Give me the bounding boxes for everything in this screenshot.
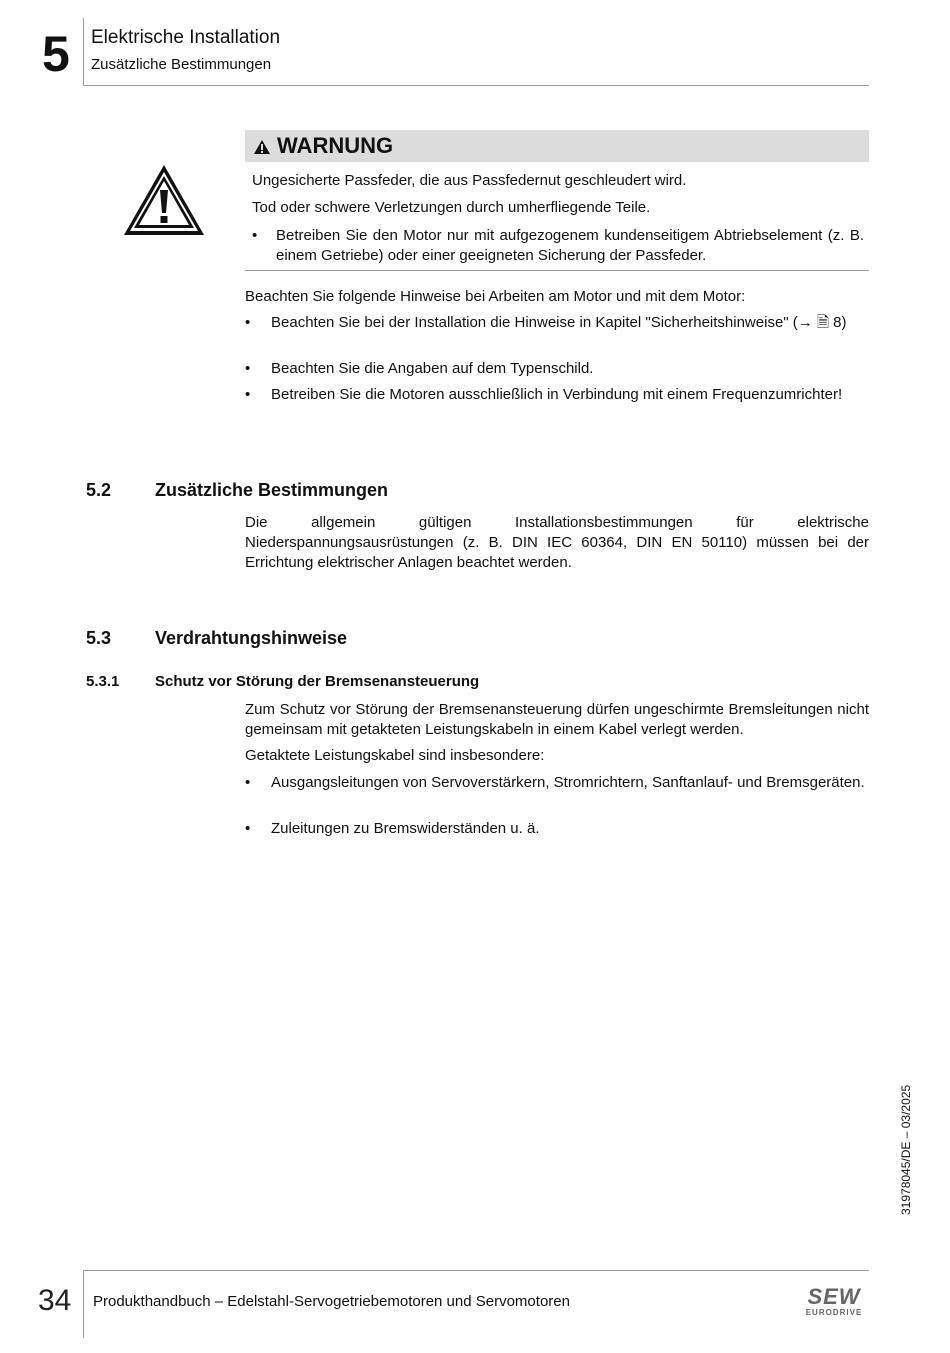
section-5-2-text: Die allgemein gültigen Installationsbestimmungen für elektrische Niederspannungsausrüstungen (z. B. DIN IEC 60364, DIN EN 50110) müssen bei der Errichtung elektrischer Anlagen beachtet werden. — [245, 514, 869, 571]
intro-text: Beachten Sie folgende Hinweise bei Arbeiten am Motor und mit dem Motor: — [245, 288, 746, 305]
section-number: 5.2 — [86, 480, 112, 500]
list-item: Beachten Sie bei der Installation die Hinweise in Kapitel "Sicherheitshinweise" (→ 🗎 8) — [271, 314, 847, 331]
list-item: Ausgangsleitungen von Servoverstärkern, Stromrichtern, Sanftanlauf- und Bremsgeräten. — [271, 774, 865, 791]
subsection-number: 5.3.1 — [86, 673, 120, 690]
bullet-marker: • — [252, 227, 258, 244]
warning-banner — [245, 130, 869, 162]
warning-bottom-rule — [245, 270, 869, 271]
section-title: Verdrahtungshinweise — [155, 628, 348, 648]
logo-line-2: EURODRIVE — [805, 1308, 863, 1317]
bullet-marker: • — [245, 820, 251, 837]
section-number: 5.3 — [86, 628, 112, 648]
document-code: 31978045/DE – 03/2025 — [899, 1084, 913, 1215]
bullet-marker: • — [245, 360, 251, 377]
warning-small-icon — [253, 139, 271, 155]
section-5-3-1-lead: Getaktete Leistungskabel sind insbesondere: — [245, 747, 545, 764]
warning-hazard-text: Ungesicherte Passfeder, die aus Passfedernut geschleudert wird. — [252, 172, 687, 189]
footer-divider-vertical — [83, 1270, 84, 1338]
warning-label: WARNUNG — [277, 133, 394, 158]
header-divider-horizontal — [83, 85, 869, 86]
subsection-title: Schutz vor Störung der Bremsenansteuerung — [155, 673, 480, 690]
list-item: Zuleitungen zu Bremswiderständen u. ä. — [271, 820, 540, 837]
warning-consequence-text: Tod oder schwere Verletzungen durch umherfliegende Teile. — [252, 199, 651, 216]
logo-line-1: SEW — [807, 1284, 861, 1309]
section-title: Zusätzliche Bestimmungen — [155, 480, 389, 500]
section-5-3-1-text: Zum Schutz vor Störung der Bremsenansteuerung dürfen ungeschirmte Bremsleitungen nicht gemeinsam mit getakteten Leistungskabeln in einem Kabel verlegt werden. — [245, 701, 869, 738]
warning-triangle-icon — [122, 163, 206, 237]
page-number: 34 — [38, 1284, 72, 1317]
header-title: Elektrische Installation — [91, 27, 281, 48]
list-item: Beachten Sie die Angaben auf dem Typenschild. — [271, 360, 594, 377]
bullet-marker: • — [245, 314, 251, 331]
footer-divider-horizontal — [83, 1270, 869, 1271]
warning-measure-text: Betreiben Sie den Motor nur mit aufgezogenem kundenseitigem Abtriebselement (z. B. einem Getriebe) oder einer geeigneten Sicherung der Passfeder. — [276, 227, 864, 264]
footer-title: Produkthandbuch – Edelstahl-Servogetriebemotoren und Servomotoren — [93, 1293, 570, 1310]
list-item: Betreiben Sie die Motoren ausschließlich in Verbindung mit einem Frequenzumrichter! — [271, 386, 843, 403]
bullet-marker: • — [245, 774, 251, 791]
chapter-number: 5 — [42, 26, 70, 82]
header-subtitle: Zusätzliche Bestimmungen — [91, 56, 272, 73]
sew-eurodrive-logo — [798, 1286, 870, 1318]
header-divider-vertical — [83, 18, 84, 86]
bullet-marker: • — [245, 386, 251, 403]
